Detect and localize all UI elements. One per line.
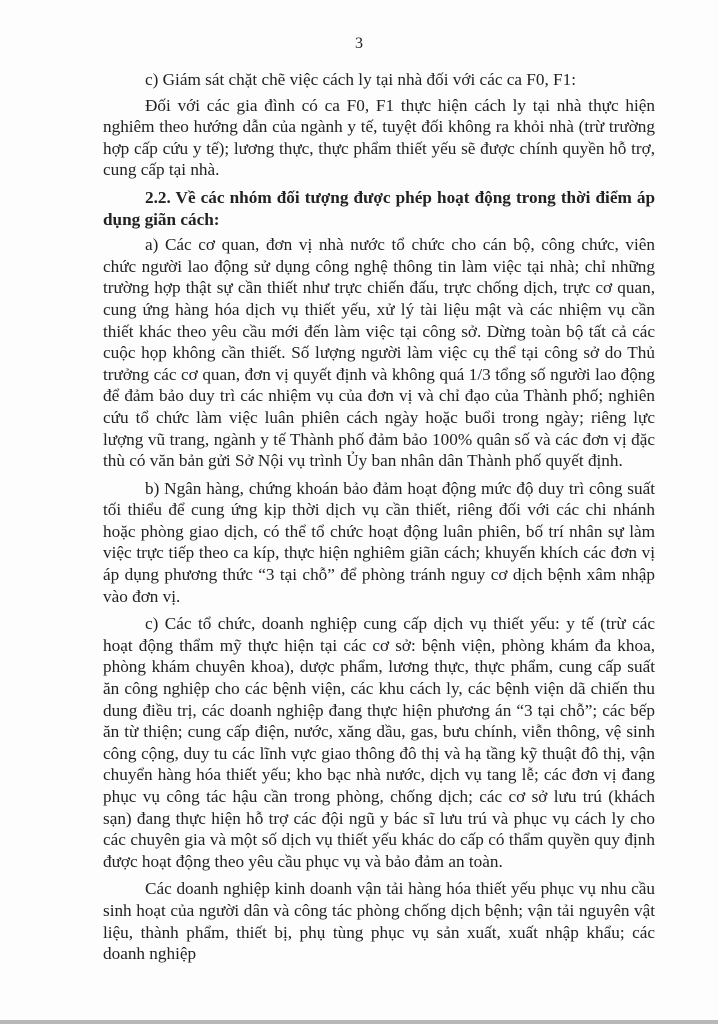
- paragraph-home-isolation-rules: Đối với các gia đình có ca F0, F1 thực hiện cách ly tại nhà thực hiện nghiêm theo hướng dẫn của ngành y tế, tuyệt đối không ra khỏi nhà (trừ trường hợp cấp cứu y tế); lương thực, thực phẩm thiết yếu sẽ được chính quyền hỗ trợ, cung cấp tại nhà.: [103, 95, 655, 180]
- page-number: 3: [355, 35, 363, 52]
- paragraph-b-banks: b) Ngân hàng, chứng khoán bảo đảm hoạt động mức độ duy trì công suất tối thiểu để cung ứng kịp thời dịch vụ cần thiết, riêng đối với các chi nhánh hoặc phòng giao dịch, có thể tổ chức hoạt động luân phiên, bố trí nhân sự làm việc trực tiếp theo ca kíp, thực hiện nghiêm giãn cách; khuyến khích các đơn vị áp dụng phương thức “3 tại chỗ” để phòng tránh nguy cơ dịch bệnh xâm nhập vào đơn vị.: [103, 478, 655, 606]
- section-heading-2-2: 2.2. Về các nhóm đối tượng được phép hoạt động trong thời điểm áp dụng giãn cách:: [103, 187, 655, 229]
- paragraph-c-home-isolation-heading: c) Giám sát chặt chẽ việc cách ly tại nhà đối với các ca F0, F1:: [145, 70, 576, 89]
- paragraph-transport-businesses: Các doanh nghiệp kinh doanh vận tải hàng hóa thiết yếu phục vụ nhu cầu sinh hoạt của người dân và công tác phòng chống dịch bệnh; vận tải nguyên vật liệu, thành phẩm, thiết bị, phụ tùng phục vụ sản xuất, xuất nhập khẩu; các doanh nghiệp: [103, 879, 655, 964]
- scan-edge-line: [0, 1020, 718, 1024]
- paragraph-c-essential-services: c) Các tổ chức, doanh nghiệp cung cấp dịch vụ thiết yếu: y tế (trừ các hoạt động thẩm mỹ thực hiện tại các cơ sở: bệnh viện, phòng khám đa khoa, phòng khám chuyên khoa), dược phẩm, lương thực, thực phẩm, cung cấp suất ăn công nghiệp cho các bệnh viện, các khu cách ly, các bệnh viện dã chiến thu dung điều trị, các doanh nghiệp đang thực hiện phương án “3 tại chỗ”; các bếp ăn từ thiện; cung cấp điện, nước, xăng dầu, gas, bưu chính, viễn thông, vệ sinh công cộng, duy tu các lĩnh vực giao thông đô thị và hạ tầng kỹ thuật đô thị, vận chuyển hàng hóa thiết yếu; kho bạc nhà nước, dịch vụ tang lễ; các đơn vị đang phục vụ công tác hậu cần trong phòng, chống dịch; các cơ sở lưu trú (khách sạn) đang thực hiện hỗ trợ các đội ngũ y bác sĩ lưu trú và phục vụ cách ly cho các chuyên gia và một số dịch vụ thiết yếu khác do cấp có thẩm quyền quy định được hoạt động theo yêu cầu phục vụ và bảo đảm an toàn.: [103, 614, 655, 871]
- document-body: [103, 69, 655, 969]
- paragraph-a-state-agencies: a) Các cơ quan, đơn vị nhà nước tổ chức cho cán bộ, công chức, viên chức người lao động sử dụng công nghệ thông tin làm việc tại nhà; chỉ những trường hợp thật sự cần thiết như trực chiến đấu, trực chống dịch, trực cơ quan, cung ứng hàng hóa dịch vụ thiết yếu, xử lý tài liệu mật và các nhiệm vụ cần thiết khác theo yêu cầu mới đến làm việc tại công sở. Dừng toàn bộ tất cả các cuộc họp không cần thiết. Số lượng người làm việc cụ thể tại công sở do Thủ trưởng các cơ quan, đơn vị quyết định và không quá 1/3 tổng số người lao động để đảm bảo duy trì các nhiệm vụ của đơn vị và chỉ đạo của Thành phố; nghiên cứu tổ chức làm việc luân phiên cách ngày hoặc buổi trong ngày; riêng lực lượng vũ trang, ngành y tế Thành phố đảm bảo 100% quân số và các đơn vị đặc thù có văn bản gửi Sở Nội vụ trình Ủy ban nhân dân Thành phố quyết định.: [103, 235, 655, 471]
